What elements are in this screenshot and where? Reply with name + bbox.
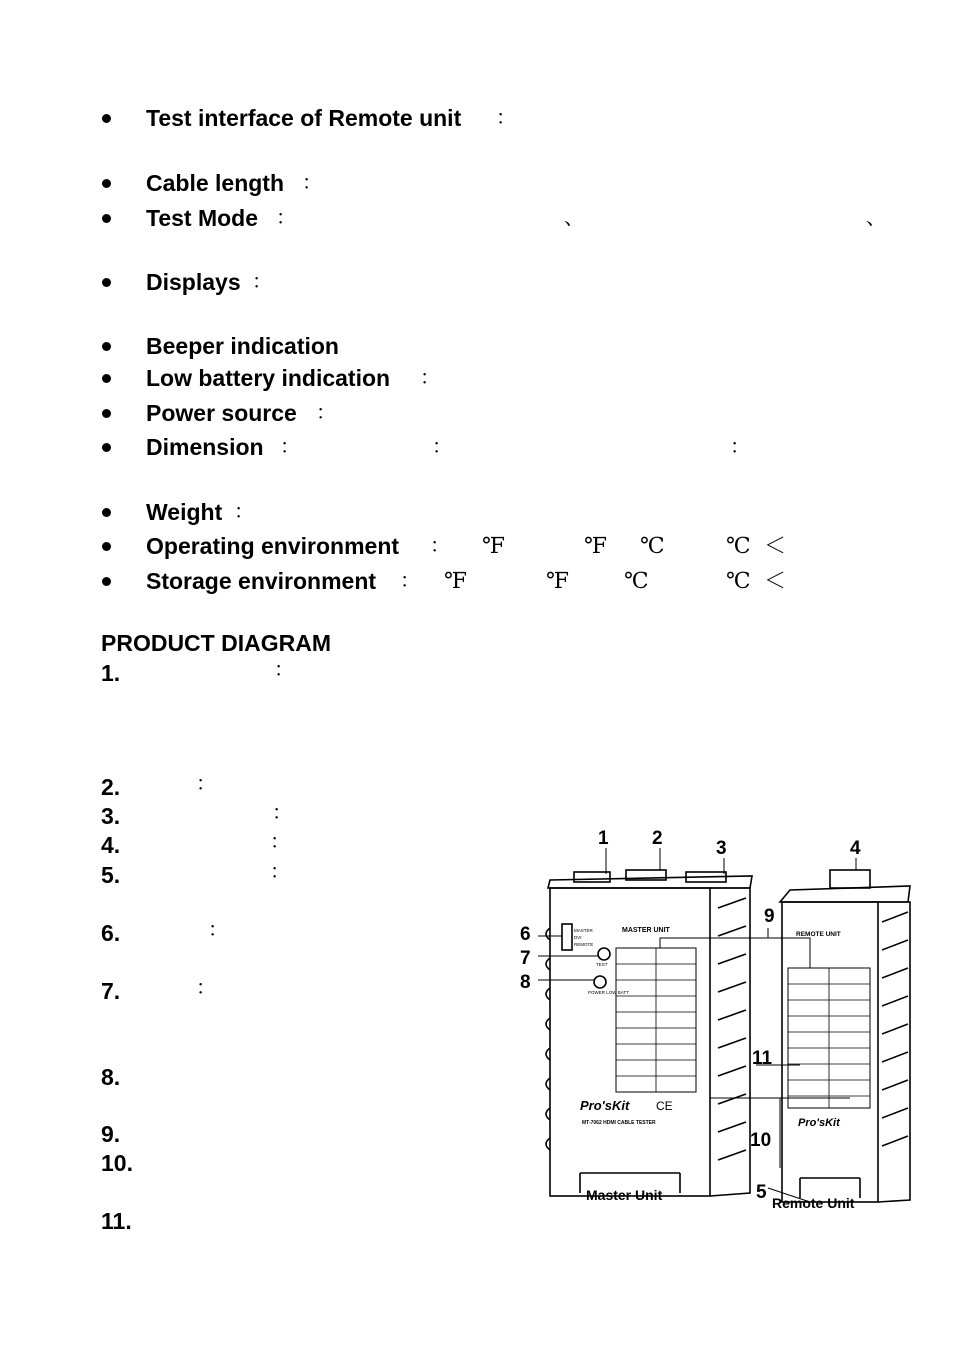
fahrenheit-symbol: ℉: [444, 569, 468, 594]
colon-mark: ：: [316, 402, 336, 424]
bullet-icon: [102, 278, 111, 287]
item-number: 6.: [101, 920, 121, 946]
item-number: 1.: [101, 660, 121, 686]
test-button: [598, 948, 610, 960]
fahrenheit-symbol: ℉: [546, 569, 570, 594]
callout-number: 11: [752, 1048, 773, 1069]
item-number: 8.: [101, 1064, 121, 1090]
colon-mark: ：: [302, 172, 322, 194]
callout-number: 7: [520, 948, 531, 969]
colon-mark: ：: [196, 977, 216, 999]
spec-label: Operating environment: [146, 533, 400, 559]
colon-mark: ：: [276, 207, 296, 229]
colon-mark: ：: [730, 436, 750, 458]
colon-mark: ：: [496, 107, 516, 129]
bullet-icon: [102, 342, 111, 351]
spec-label: Storage environment: [146, 568, 377, 594]
master-port-1: [574, 872, 610, 882]
master-grid-lines: [616, 948, 696, 1092]
item-number: 9.: [101, 1121, 121, 1147]
bullet-icon: [102, 443, 111, 452]
callout-number: 2: [652, 828, 663, 849]
ce-mark: CE: [656, 1099, 673, 1113]
colon-mark: ：: [420, 367, 440, 389]
master-unit-caption: Master Unit: [586, 1187, 663, 1203]
callout-number: 5: [756, 1182, 767, 1203]
fahrenheit-symbol: ℉: [584, 534, 608, 559]
comma-mark: 、: [866, 207, 886, 229]
test-label: TEST: [596, 962, 608, 967]
bullet-icon: [102, 114, 111, 123]
bullet-icon: [102, 409, 111, 418]
colon-mark: ：: [400, 570, 420, 592]
led-label: MASTER: [574, 928, 593, 933]
master-side-face: [710, 888, 750, 1196]
colon-mark: ：: [432, 436, 452, 458]
callout-number: 10: [750, 1130, 772, 1151]
colon-mark: ：: [208, 919, 228, 941]
item-number: 5.: [101, 862, 121, 888]
colon-mark: ：: [430, 535, 450, 557]
colon-mark: ：: [234, 501, 254, 523]
spec-label: Power source: [146, 400, 297, 426]
remote-grid-lines: [788, 968, 870, 1108]
colon-mark: ：: [272, 802, 292, 824]
callout-number: 8: [520, 972, 531, 993]
callout-number: 1: [598, 828, 609, 849]
callout-number: 9: [764, 906, 775, 927]
comma-mark: 、: [564, 207, 584, 229]
bullet-icon: [102, 542, 111, 551]
brand-logo: Pro'sKit: [798, 1117, 840, 1129]
celsius-symbol: ℃: [624, 569, 649, 594]
master-led-block: [562, 924, 572, 950]
brand-logo: Pro'sKit: [580, 1098, 630, 1113]
spec-label: Low battery indication: [146, 365, 391, 391]
led-label: REMOTE: [574, 942, 594, 947]
item-number: 2.: [101, 774, 121, 800]
item-number: 4.: [101, 832, 121, 858]
colon-mark: ：: [196, 773, 216, 795]
remote-front-panel: [782, 902, 878, 1202]
power-led: [594, 976, 606, 988]
master-grip-ribs: [718, 898, 746, 1160]
bullet-icon: [102, 508, 111, 517]
item-number: 10.: [101, 1150, 133, 1176]
remote-side-face: [878, 902, 910, 1202]
bullet-icon: [102, 577, 111, 586]
callout-number: 4: [850, 838, 861, 859]
remote-port-4: [830, 870, 870, 888]
remote-panel-title: REMOTE UNIT: [796, 931, 841, 938]
fahrenheit-symbol: ℉: [482, 534, 506, 559]
colon-mark: ：: [270, 831, 290, 853]
less-than-symbol: ＜: [764, 534, 787, 559]
bullet-icon: [102, 179, 111, 188]
colon-mark: ：: [252, 271, 272, 293]
spec-label: Cable length: [146, 170, 285, 196]
item-number: 3.: [101, 803, 121, 829]
colon-mark: ：: [270, 861, 290, 883]
product-diagram: [510, 818, 930, 1218]
callout-number: 6: [520, 924, 531, 945]
spec-label: Displays: [146, 269, 241, 295]
master-panel-title: MASTER UNIT: [622, 927, 670, 934]
spec-label: Test Mode: [146, 205, 259, 231]
power-label: POWER LOW BATT: [588, 990, 629, 995]
less-than-symbol: ＜: [764, 569, 787, 594]
spec-label: Dimension: [146, 434, 264, 460]
spec-label: Beeper indication: [146, 333, 339, 359]
spec-label: Test interface of Remote unit: [146, 105, 462, 131]
spec-label: Weight: [146, 499, 223, 525]
colon-mark: ：: [280, 436, 300, 458]
celsius-symbol: ℃: [640, 534, 665, 559]
celsius-symbol: ℃: [726, 534, 751, 559]
colon-mark: ：: [274, 659, 294, 681]
led-label: DVI: [574, 935, 582, 940]
celsius-symbol: ℃: [726, 569, 751, 594]
item-number: 11.: [101, 1208, 132, 1234]
callout-number: 3: [716, 838, 727, 859]
bullet-icon: [102, 214, 111, 223]
bullet-icon: [102, 374, 111, 383]
item-number: 7.: [101, 978, 121, 1004]
remote-grip-ribs: [882, 912, 908, 1146]
section-heading: PRODUCT DIAGRAM: [101, 630, 331, 656]
model-label: MT-7062 HDMI CABLE TESTER: [582, 1120, 656, 1126]
remote-unit-caption: Remote Unit: [772, 1195, 855, 1211]
